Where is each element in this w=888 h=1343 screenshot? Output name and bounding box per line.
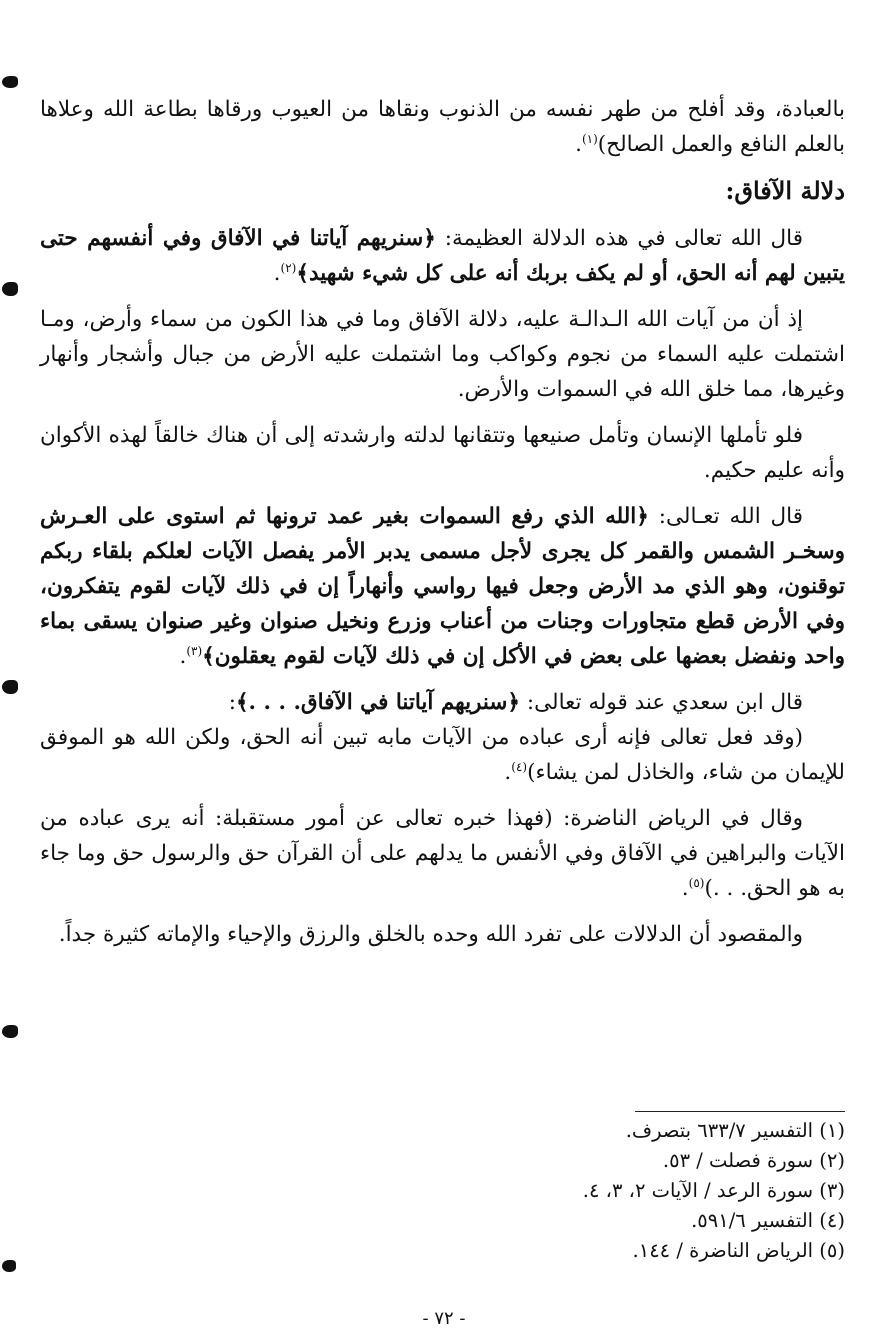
footnote-separator xyxy=(635,1111,845,1112)
footnote-item: (٣) سورة الرعد / الآيات ٢، ٣، ٤. xyxy=(582,1179,845,1202)
paragraph-9: والمقصود أن الدلالات على تفرد الله وحده بالخلق والرزق والإحياء والإماته كثيرة جداً. xyxy=(58,922,803,947)
paragraph-end: . xyxy=(504,760,512,785)
quran-quote: ﴿سنريهم آياتنا في الآفاق. . . .﴾ xyxy=(235,690,521,715)
scan-ink-mark xyxy=(2,1025,18,1038)
paragraph-5 xyxy=(40,499,845,674)
paragraph-end: . xyxy=(179,644,187,669)
paragraph-intro: قال الله تعـالى: xyxy=(648,504,803,529)
page-body xyxy=(40,92,845,963)
footnote-item: (١) التفسير ٦٣٣/٧ بتصرف. xyxy=(625,1119,845,1142)
footnote-marker: (٤) xyxy=(511,759,528,774)
paragraph-8 xyxy=(40,801,845,906)
paragraph-2 xyxy=(40,221,845,291)
scan-ink-mark xyxy=(2,76,18,88)
footnote-marker: (١) xyxy=(581,131,598,146)
paragraph-end: . xyxy=(575,132,582,157)
footnote-marker: (٢) xyxy=(280,260,297,275)
quran-quote: ﴿سنريهم آياتنا في الآفاق وفي أنفسهم حتى يتبين لهم أنه الحق، أو لم يكف بربك أنه على كل شيء شهيد﴾ xyxy=(40,226,845,286)
scan-ink-mark xyxy=(2,1260,16,1272)
paragraph-6 xyxy=(40,685,845,720)
paragraph-intro: قال ابن سعدي عند قوله تعالى: xyxy=(520,690,803,715)
paragraph-intro: قال الله تعالى في هذه الدلالة العظيمة: xyxy=(435,226,804,251)
paragraph-end: : xyxy=(228,690,236,715)
footnote-item: (٥) الرياض الناضرة / ١٤٤. xyxy=(632,1239,845,1262)
footnote-item: (٢) سورة فصلت / ٥٣. xyxy=(662,1149,845,1172)
scan-ink-mark xyxy=(2,680,18,694)
footnote-marker: (٥) xyxy=(688,875,705,890)
quran-quote: ﴿الله الذي رفع السموات بغير عمد ترونها ثم استوى على العـرش وسخـر الشمس والقمر كل يجرى لأجل مسمى يدبر الأمر يفصل الآيات لعلكم بلقاء ربكم توقنون، وهو الذي مد الأرض وجعل فيها رواسي وأنهاراً إن في ذلك لآيات لقوم يتفكرون، وفي الأرض قطع متجاورات وجنات من أعناب وزرع ونخيل صنوان وغير صنوان يسقى بماء واحد ونفضل بعضها على بعض في الأكل إن في ذلك لآيات لقوم يعقلون﴾ xyxy=(40,504,845,669)
paragraph-1 xyxy=(40,92,845,162)
section-heading: دلالة الآفاق: xyxy=(725,176,845,205)
scan-ink-mark xyxy=(2,282,18,296)
paragraph-text: بالعبادة، وقد أفلح من طهر نفسه من الذنوب ونقاها من العيوب ورقاها بطاعة الله وعلاها بالعلم النافع والعمل الصالح) xyxy=(40,97,845,157)
paragraph-4: فلو تأملها الإنسان وتأمل صنيعها وتتقانها لدلته وارشدته إلى أن هناك خالقاً لهذه الأكوان وأنه عليم حكيم. xyxy=(40,423,845,483)
paragraph-text: (وقد فعل تعالى فإنه أرى عباده من الآيات مابه تبين أنه الحق، ولكن الله هو الموفق للإيمان من شاء، والخاذل لمن يشاء) xyxy=(40,725,845,785)
paragraph-end: . xyxy=(681,876,689,901)
paragraph-3: إذ أن من آيات الله الـدالـة عليه، دلالة الآفاق وما في هذا الكون من سماء وأرض، ومـا اشتملت عليه السماء من نجوم وكواكب وما اشتملت عليه الأرض من جبال وأشجار وأنهار وغيرها، مما خلق الله في السموات والأرض. xyxy=(40,307,845,402)
paragraph-end: . xyxy=(273,261,281,286)
paragraph-7 xyxy=(40,720,845,790)
footnote-item: (٤) التفسير ٥٩١/٦. xyxy=(691,1209,845,1232)
page-number: - ٧٢ - xyxy=(422,1308,466,1329)
footnotes xyxy=(345,1116,845,1266)
footnote-marker: (٣) xyxy=(186,643,203,658)
paragraph-text: وقال في الرياض الناضرة: (فهذا خبره تعالى عن أمور مستقبلة: أنه يرى عباده من الآيات والبراهين في الآفاق وفي الأنفس ما يدلهم على أن القرآن حق والرسول حق وما جاء به هو الحق. . .) xyxy=(40,806,845,901)
